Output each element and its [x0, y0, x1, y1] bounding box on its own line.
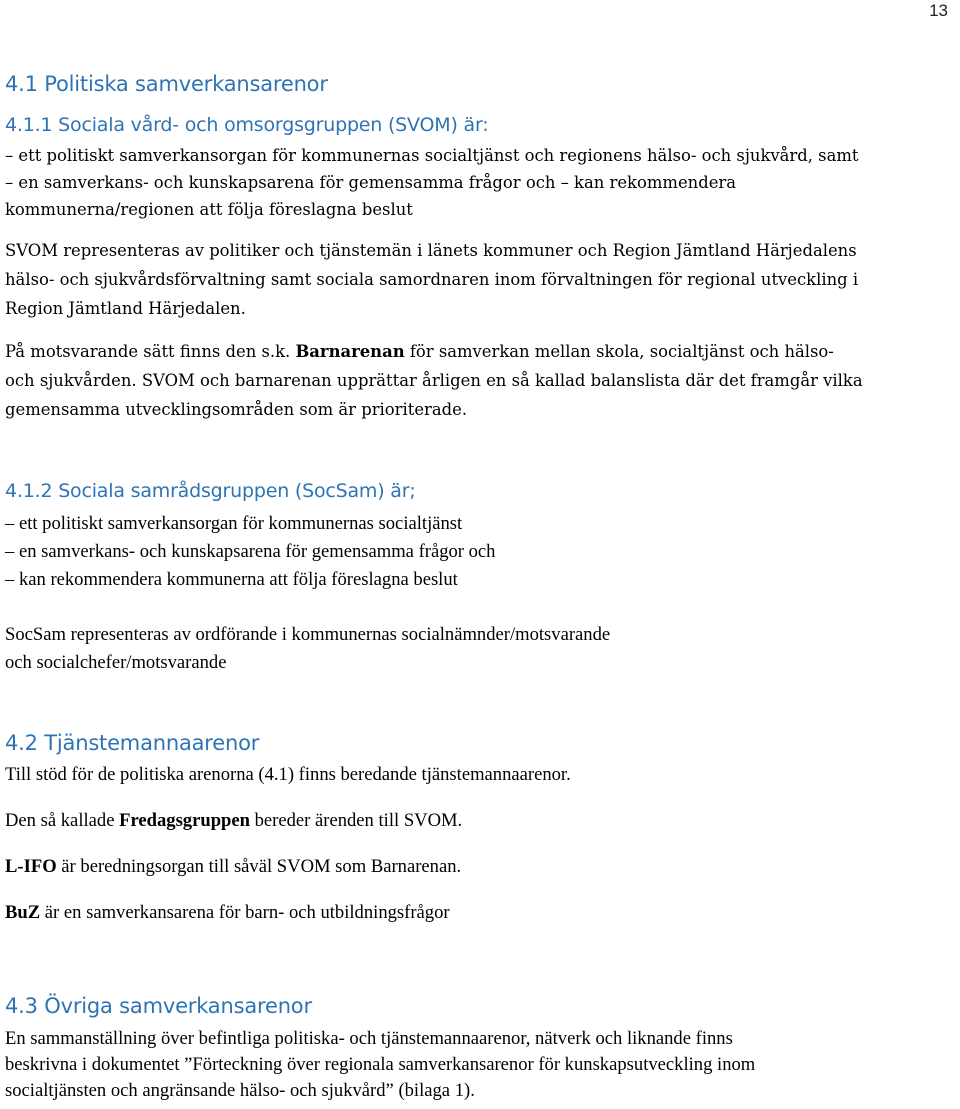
svom-line: – ett politiskt samverkansorgan för kommunernas socialtjänst och regionens hälso- och sjukvård, samt	[5, 146, 859, 165]
ovriga-line: En sammanställning över befintliga politiska- och tjänstemannaarenor, nätverk och liknande finns	[5, 1028, 733, 1049]
socsam-paragraph-line: och socialchefer/motsvarande	[5, 652, 227, 673]
svom-paragraph-line: SVOM representeras av politiker och tjänstemän i länets kommuner och Region Jämtland Härjedalens	[5, 241, 857, 260]
barnarenan-term: Barnarenan	[295, 342, 405, 361]
heading-number: 4.1.2	[5, 480, 53, 502]
svom-paragraph-line: Region Jämtland Härjedalen.	[5, 299, 246, 318]
page-number: 13	[929, 1, 948, 20]
barnarenan-paragraph-line: och sjukvården. SVOM och barnarenan upprättar årligen en så kallad balanslista där det framgår vilka	[5, 371, 863, 390]
section-heading-4-1-1: 4.1.1 Sociala vård- och omsorgsgruppen (SVOM) är:	[5, 114, 489, 136]
svom-line: kommunerna/regionen att följa föreslagna beslut	[5, 200, 413, 219]
ovriga-line: socialtjänsten och angränsande hälso- och sjukvård” (bilaga 1).	[5, 1080, 475, 1101]
ovriga-line: beskrivna i dokumentet ”Förteckning över regionala samverkansarenor för kunskapsutveckling inom	[5, 1054, 756, 1075]
text-run: bereder ärenden till SVOM.	[249, 810, 463, 831]
fredagsgruppen-term: Fredagsgruppen	[119, 810, 250, 831]
socsam-paragraph-line: SocSam representeras av ordförande i kommunernas socialnämnder/motsvarande	[5, 624, 611, 645]
section-heading-4-2: 4.2 Tjänstemannaarenor	[5, 731, 260, 755]
arenor-intro: Till stöd för de politiska arenorna (4.1) finns beredande tjänstemannaarenor.	[5, 764, 571, 785]
heading-text: Sociala samrådsgruppen (SocSam) är;	[52, 480, 416, 502]
text-run: är en samverkansarena för barn- och utbildningsfrågor	[40, 902, 450, 923]
barnarenan-paragraph-line	[5, 342, 834, 361]
fredagsgruppen-line	[5, 810, 462, 832]
text-run: Den så kallade	[5, 810, 120, 831]
socsam-line: – ett politiskt samverkansorgan för kommunernas socialtjänst	[5, 513, 463, 534]
text-run: för samverkan mellan skola, socialtjänst och hälso-	[404, 342, 834, 361]
buz-term: BuZ	[5, 902, 41, 923]
section-heading-4-1-2	[5, 480, 416, 502]
section-heading-4-3: 4.3 Övriga samverkansarenor	[5, 994, 312, 1018]
lifo-line	[5, 856, 461, 878]
text-run: På motsvarande sätt finns den s.k.	[5, 342, 296, 361]
text-run: är beredningsorgan till såväl SVOM som Barnarenan.	[56, 856, 462, 877]
socsam-line: – en samverkans- och kunskapsarena för gemensamma frågor och	[5, 541, 496, 562]
svom-paragraph-line: hälso- och sjukvårdsförvaltning samt sociala samordnaren inom förvaltningen för regional utveckling i	[5, 270, 859, 289]
section-heading-4-1: 4.1 Politiska samverkansarenor	[5, 72, 328, 96]
buz-line	[5, 902, 450, 924]
socsam-line: – kan rekommendera kommunerna att följa föreslagna beslut	[5, 569, 458, 590]
barnarenan-paragraph-line: gemensamma utvecklingsområden som är prioriterade.	[5, 400, 468, 419]
svom-line: – en samverkans- och kunskapsarena för gemensamma frågor och – kan rekommendera	[5, 173, 736, 192]
lifo-term: L-IFO	[5, 856, 57, 877]
